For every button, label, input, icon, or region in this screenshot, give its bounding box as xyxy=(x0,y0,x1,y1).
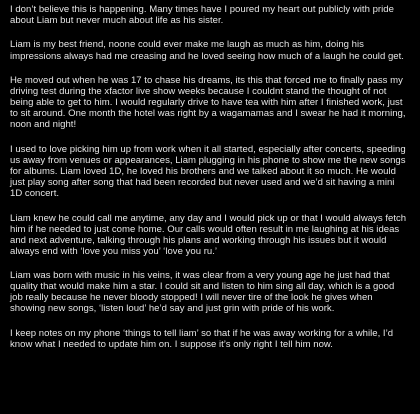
paragraph-5: Liam knew he could call me anytime, any day and I would pick up or that I would always fetch him if he needed to just come home. Our calls would often result in me laughing at his ideas and next adventure, talking through his plans and working through his issues but it would always end with ‘love you miss you’ ‘love you ru.’ xyxy=(10,212,407,257)
paragraph-1: I don’t believe this is happening. Many times have I poured my heart out publicly with pride about Liam but never much about life as his sister. xyxy=(10,4,394,27)
paragraph-2: Liam is my best friend, noone could ever make me laugh as much as him, doing his impressions always had me creasing and he loved seeing how much of a laugh he could get. xyxy=(10,39,404,62)
paragraph-6: Liam was born with music in his veins, it was clear from a very young age he just had that quality that would make him a star. I could sit and listen to him sing all day, which is a good job really because he never bloody stopped! I will never tire of the look he gives when showing new songs, ‘listen loud’ he’d say and just grin with pride of his work. xyxy=(10,270,395,315)
paragraph-3: He moved out when he was 17 to chase his dreams, its this that forced me to finally pass my driving test during the xfactor live show weeks because I couldnt stand the thought of not being able to get to him. I would regularly drive to have tea with him after I finished work, just to sit around. One month the hotel was right by a wagamamas and I swear he had it morning, noon and night! xyxy=(10,74,406,131)
paragraph-7: I keep notes on my phone ‘things to tell liam’ so that if he was away working for a while, I’d know what I needed to update him on. I suppose it’s only right I tell him now. xyxy=(10,327,394,350)
paragraph-4: I used to love picking him up from work when it all started, especially after concerts, speeding us away from venues or appearances, Liam plugging in his phone to show me the new songs for albums. Liam loved 1D, he loved his brothers and we talked about it so much. He would just play song after song that had been recorded but never used and we’d sit having a mini 1D concert. xyxy=(10,143,406,200)
